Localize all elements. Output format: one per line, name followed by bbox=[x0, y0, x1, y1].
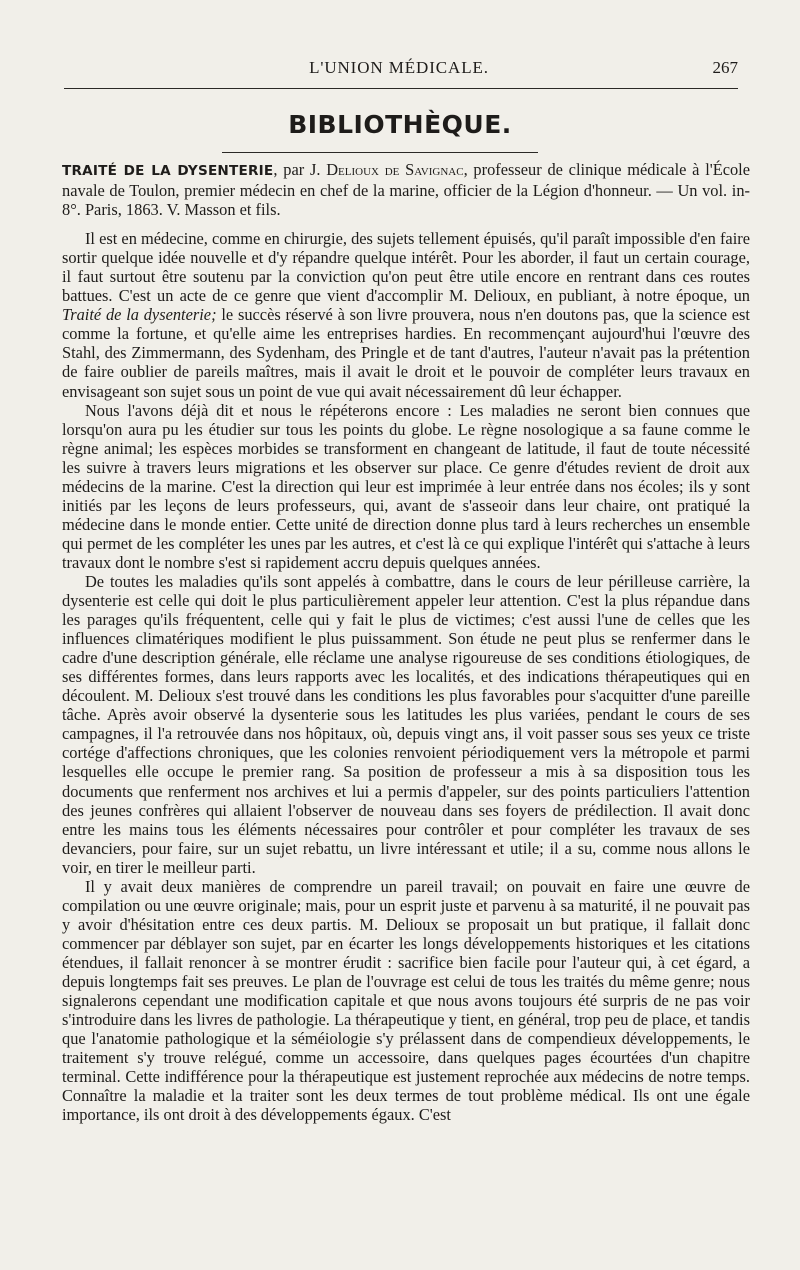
section-rule bbox=[222, 152, 538, 153]
page-number: 267 bbox=[712, 58, 738, 77]
paragraph-1-start: Il est en médecine, comme en chirurgie, des sujets tellement épuisés, qu'il paraît impossible d'en faire sortir quelque idée nouvelle et d'y répandre quelque intérêt. Pour les aborder, il faut un certain courage, il faut surtout être soutenu par la conviction qu'on peut être utile encore en rentrant dans ces routes battues. C'est un acte de ce genre que vient d'accomplir M. Delioux, en publiant, à notre époque, un bbox=[62, 229, 750, 306]
paragraph-4: Il y avait deux manières de comprendre un pareil travail; on pouvait en faire une œuvre de compilation ou une œuvre originale; mais, pour un esprit juste et parvenu à sa maturité, il ne pouvait pas y avoir d'hésitation entre ces deux partis. M. Delioux se proposait un but pratique, il fallait donc commencer par déblayer son sujet, par en écarter les longs développements historiques et les citations étendues, il fallait renoncer à se montrer érudit : sacrifice bien facile pour l'auteur qui, à cet égard, a depuis longtemps fait ses preuves. Le plan de l'ouvrage est celui de tous les traités du même genre; nous signalerons cependant une modification capitale et que nous avons toujours été surpris de ne pas voir s'introduire dans les livres de pathologie. La thérapeutique y tient, en général, trop peu de place, et tandis que l'anatomie pathologique et la séméiologie s'y prélassent dans de compendieux développements, le traitement s'y trouve relégué, comme un accessoire, dans quelques pages écourtées d'un chapitre terminal. Cette indifférence pour la thérapeutique est justement reprochée aux médecins de notre temps. Connaître la maladie et la traiter sont les deux termes de tout problème médical. Ils ont une égale importance, ils ont droit à des développements égaux. C'est bbox=[62, 876, 750, 1125]
paragraph-1 bbox=[62, 229, 750, 400]
paragraph-2: Nous l'avons déjà dit et nous le répéterons encore : Les maladies ne seront bien connues que lorsqu'on aura pu les étudier sur tous les points du globe. Le règne nosologique a sa faune comme le règne animal; les espèces morbides se transforment en changeant de latitude, il faut de toute nécessité les suivre à travers leurs migrations et les observer sur place. Ce genre d'études revient de droit aux médecins de la marine. C'est la direction qui leur est imprimée à leur entrée dans nos écoles; ils y sont initiés par les leçons de leurs professeurs, qui, avant de s'asseoir dans leur chaire, ont pratiqué la médecine dans le monde entier. Cette unité de direction donne plus tard à leurs recherches un ensemble qui permet de les compléter les unes par les autres, et c'est là ce qui explique l'intérêt qui s'attache à leurs travaux dont le nombre s'est si rapidement accru depuis quelques années. bbox=[62, 400, 750, 572]
reference-details: , professeur de clinique médicale à l'École navale de Toulon, premier médecin en chef de la marine, officier de la Légion d'honneur. — Un vol. in-8°. Paris, 1863. V. Masson et fils. bbox=[62, 160, 751, 220]
paragraph-3: De toutes les maladies qu'ils sont appelés à combattre, dans le cours de leur périlleuse carrière, la dysenterie est celle qui doit le plus particulièrement appeler leur attention. C'est la plus répandue dans les parages qu'ils fréquentent, celle qui y fait le plus de victimes; c'est aussi l'une de celles que les influences climatériques modifient le plus puissamment. Son étude ne peut plus se renfermer dans le cadre d'une description générale, elle réclame une analyse rigoureuse de ses conditions étiologiques, de ses différentes formes, dans leurs rapports avec les localités, et des indications thérapeutiques qui en découlent. M. Delioux s'est trouvé dans les conditions les plus favorables pour s'acquitter d'une pareille tâche. Après avoir observé la dysenterie sous les latitudes les plus variées, pendant le cours de ses campagnes, il l'a retrouvée dans nos hôpitaux, où, depuis vingt ans, il voit passer sous ses yeux ce triste cortége d'affections chroniques, que les colonies renvoient périodiquement vers la métropole et parmi lesquelles elle occupe le premier rang. Sa position de professeur a mis à sa disposition tous les documents que renferment nos archives et lui a permis d'appeler, sur des points particuliers l'attention des jeunes confrères qui allaient l'observer de nouveau dans ses foyers de prédilection. Il avait donc entre les mains tous les éléments nécessaires pour contrôler et pour compléter les travaux de ses devanciers, pour faire, sur un sujet rebattu, un livre intéressant et utile; il a su, comme nous allons le voir, en tirer le meilleur parti. bbox=[62, 571, 750, 877]
book-title: TRAITÉ DE LA DYSENTERIE bbox=[62, 163, 274, 179]
book-author: Delioux de Savignac bbox=[326, 160, 464, 179]
article-body bbox=[62, 160, 750, 1124]
journal-title: L'UNION MÉDICALE. bbox=[309, 58, 489, 77]
running-head bbox=[60, 58, 738, 82]
paragraph-1-italic-title: Traité de la dysenterie; bbox=[62, 305, 217, 325]
header-rule bbox=[64, 88, 738, 89]
paragraph-1-end: le succès réservé à son livre prouvera, nous n'en doutons pas, que la science est comme la fortune, et qu'elle aime les entreprises hardies. En recommençant aujourd'hui l'œuvre des Stahl, des Zimmermann, des Sydenham, des Pringle et de tant d'autres, l'auteur n'avait pas la prétention de faire oublier de pareils maîtres, mais il avait le droit et le pouvoir de compléter leurs travaux en envisageant son sujet sous un point de vue qui avait nécessairement dû leur échapper. bbox=[62, 305, 750, 401]
reference-lead: , par J. bbox=[273, 160, 327, 179]
book-reference bbox=[62, 160, 750, 219]
section-title: BIBLIOTHÈQUE. bbox=[288, 110, 512, 139]
